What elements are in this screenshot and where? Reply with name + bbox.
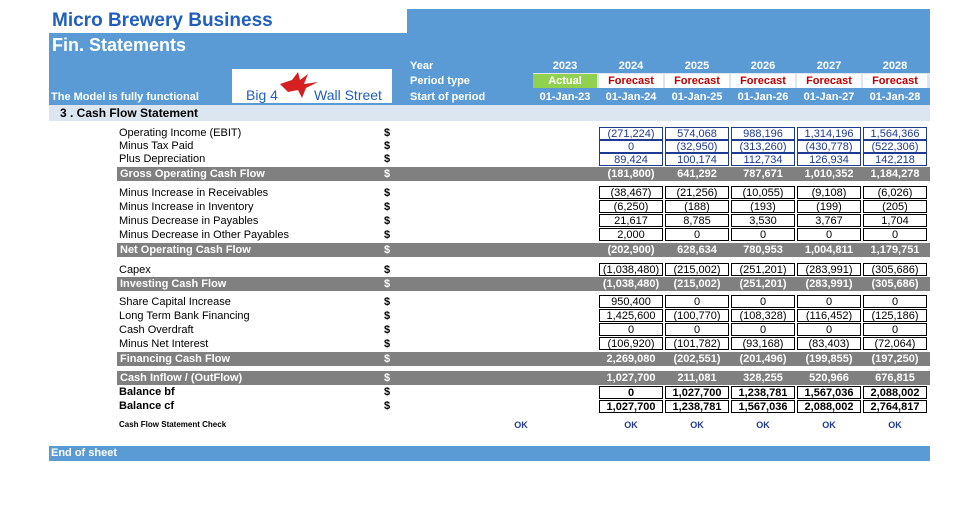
section-title: 3 . Cash Flow Statement (60, 106, 199, 120)
cell-opay-2024[interactable]: 2,000 (599, 228, 663, 241)
cell-dep-2024[interactable]: 89,424 (599, 153, 663, 166)
year-2023: 2023 (552, 60, 578, 72)
currency-symbol: $ (384, 278, 391, 290)
row-label-other-payables: Minus Decrease in Other Payables (119, 229, 289, 241)
cell-fin-2026[interactable]: (201,496) (739, 353, 787, 365)
cell-ltbf-2027[interactable]: (116,452) (797, 309, 861, 322)
model-status: The Model is fully functional (51, 91, 199, 103)
cell-netop-2027[interactable]: 1,004,811 (804, 244, 854, 256)
cell-interest-2028[interactable]: (72,064) (863, 337, 927, 350)
band-label-gross: Gross Operating Cash Flow (120, 168, 265, 180)
check-ok-2027: OK (822, 420, 836, 430)
logo-text-right: Wall Street (314, 87, 382, 103)
cell-fin-2028[interactable]: (197,250) (871, 353, 919, 365)
cell-gross-2028[interactable]: 1,184,278 (870, 168, 920, 180)
row-label-tax: Minus Tax Paid (119, 140, 194, 152)
cell-inflow-2026[interactable]: 328,255 (743, 372, 783, 384)
cell-dep-2028[interactable]: 142,218 (863, 153, 927, 166)
cell-gross-2027[interactable]: 1,010,352 (804, 168, 854, 180)
start-date: 01-Jan-27 (803, 91, 855, 103)
cell-opay-2025[interactable]: 0 (665, 228, 729, 241)
row-label-balance-bf: Balance bf (119, 386, 175, 398)
cell-cf-2025[interactable]: 1,238,781 (665, 400, 729, 413)
year-2027: 2027 (816, 60, 842, 72)
cell-capex-2027[interactable]: (283,991) (797, 263, 861, 276)
check-label: Cash Flow Statement Check (119, 420, 227, 429)
cell-tax-2024[interactable]: 0 (599, 140, 663, 153)
row-label-depreciation: Plus Depreciation (119, 153, 206, 165)
period-type-label: Period type (410, 75, 470, 87)
currency-symbol: $ (384, 229, 391, 241)
cell-invest-2026[interactable]: (251,201) (739, 278, 787, 290)
cell-inv-2026[interactable]: (193) (731, 200, 795, 213)
row-label-lt-bank: Long Term Bank Financing (119, 310, 250, 322)
cell-invest-2028[interactable]: (305,686) (871, 278, 919, 290)
start-date: 01-Jan-26 (737, 91, 789, 103)
logo-text-left: Big 4 (246, 87, 278, 103)
cell-fin-2027[interactable]: (199,855) (805, 353, 853, 365)
cell-ltbf-2024[interactable]: 1,425,600 (599, 309, 663, 322)
start-of-period-label: Start of period (410, 91, 486, 103)
cell-dep-2025[interactable]: 100,174 (665, 153, 729, 166)
cell-ebit-2026[interactable]: 988,196 (731, 127, 795, 140)
currency-symbol: $ (384, 153, 391, 165)
cell-bf-2025[interactable]: 1,027,700 (665, 386, 729, 399)
cell-share-2025[interactable]: 0 (665, 295, 729, 308)
cell-gross-2024[interactable]: (181,800) (607, 168, 655, 180)
cell-ebit-2024[interactable]: (271,224) (599, 127, 663, 140)
check-ok-2025: OK (690, 420, 704, 430)
cell-pay-2025[interactable]: 8,785 (665, 214, 729, 227)
cell-share-2028[interactable]: 0 (863, 295, 927, 308)
cell-opay-2027[interactable]: 0 (797, 228, 861, 241)
cell-cf-2028[interactable]: 2,764,817 (863, 400, 927, 413)
cell-pay-2028[interactable]: 1,704 (863, 214, 927, 227)
cell-recv-2024[interactable]: (38,467) (599, 186, 663, 199)
cell-capex-2026[interactable]: (251,201) (731, 263, 795, 276)
cell-netop-2024[interactable]: (202,900) (607, 244, 655, 256)
currency-symbol: $ (384, 140, 391, 152)
cell-recv-2025[interactable]: (21,256) (665, 186, 729, 199)
currency-symbol: $ (384, 264, 391, 276)
year-2026: 2026 (750, 60, 776, 72)
currency-symbol: $ (384, 338, 391, 350)
cell-inv-2025[interactable]: (188) (665, 200, 729, 213)
currency-symbol: $ (384, 296, 391, 308)
cell-share-2024[interactable]: 950,400 (599, 295, 663, 308)
currency-symbol: $ (384, 127, 391, 139)
cell-netop-2028[interactable]: 1,179,751 (870, 244, 920, 256)
header-top-band (407, 9, 930, 33)
cell-gross-2026[interactable]: 787,671 (743, 168, 783, 180)
row-label-balance-cf: Balance cf (119, 400, 175, 412)
cell-invest-2027[interactable]: (283,991) (805, 278, 853, 290)
currency-symbol: $ (384, 201, 391, 213)
cell-dep-2026[interactable]: 112,734 (731, 153, 795, 166)
currency-symbol: $ (384, 386, 391, 398)
cell-bf-2027[interactable]: 1,567,036 (797, 386, 861, 399)
row-label-capex: Capex (119, 264, 151, 276)
check-ok-2024: OK (624, 420, 638, 430)
row-label-inventory: Minus Increase in Inventory (119, 201, 254, 213)
end-of-sheet-label: End of sheet (51, 447, 118, 459)
cell-recv-2028[interactable]: (6,026) (863, 186, 927, 199)
cell-share-2026[interactable]: 0 (731, 295, 795, 308)
cell-tax-2026[interactable]: (313,260) (731, 140, 795, 153)
cell-tax-2028[interactable]: (522,306) (863, 140, 927, 153)
band-label-investing: Investing Cash Flow (120, 278, 227, 290)
check-ok-2028: OK (888, 420, 902, 430)
band-label-cash-inflow: Cash Inflow / (OutFlow) (120, 372, 243, 384)
cell-od-2025[interactable]: 0 (665, 323, 729, 336)
cell-cf-2026[interactable]: 1,567,036 (731, 400, 795, 413)
year-2025: 2025 (684, 60, 710, 72)
cell-ebit-2025[interactable]: 574,068 (665, 127, 729, 140)
row-label-receivables: Minus Increase in Receivables (119, 187, 269, 199)
cell-dep-2027[interactable]: 126,934 (797, 153, 861, 166)
cell-ebit-2027[interactable]: 1,314,196 (797, 127, 861, 140)
row-label-share-capital: Share Capital Increase (119, 296, 231, 308)
band-label-net-operating: Net Operating Cash Flow (120, 244, 251, 256)
period-type-forecast: Forecast (797, 74, 861, 88)
cell-invest-2024[interactable]: (1,038,480) (602, 278, 660, 290)
cell-recv-2027[interactable]: (9,108) (797, 186, 861, 199)
row-label-ebit: Operating Income (EBIT) (119, 127, 242, 139)
cell-fin-2024[interactable]: 2,269,080 (606, 353, 656, 365)
currency-symbol: $ (384, 244, 391, 256)
cell-od-2026[interactable]: 0 (731, 323, 795, 336)
currency-symbol: $ (384, 215, 391, 227)
cell-ltbf-2025[interactable]: (100,770) (665, 309, 729, 322)
period-type-forecast: Forecast (863, 74, 927, 88)
cell-pay-2024[interactable]: 21,617 (599, 214, 663, 227)
cell-opay-2026[interactable]: 0 (731, 228, 795, 241)
cell-gross-2025[interactable]: 641,292 (677, 168, 717, 180)
year-label: Year (410, 60, 434, 72)
cell-pay-2027[interactable]: 3,767 (797, 214, 861, 227)
cell-inflow-2024[interactable]: 1,027,700 (606, 372, 656, 384)
currency-symbol: $ (384, 324, 391, 336)
cell-recv-2026[interactable]: (10,055) (731, 186, 795, 199)
cell-bf-2024[interactable]: 0 (599, 386, 663, 399)
currency-symbol: $ (384, 353, 391, 365)
cell-interest-2024[interactable]: (106,920) (599, 337, 663, 350)
cell-netop-2026[interactable]: 780,953 (743, 244, 783, 256)
cell-inflow-2025[interactable]: 211,081 (677, 372, 717, 384)
cell-capex-2024[interactable]: (1,038,480) (599, 263, 663, 276)
cell-inv-2024[interactable]: (6,250) (599, 200, 663, 213)
check-ok-2023: OK (514, 420, 528, 430)
row-label-payables: Minus Decrease in Payables (119, 215, 259, 227)
cell-fin-2025[interactable]: (202,551) (673, 353, 721, 365)
cell-interest-2025[interactable]: (101,782) (665, 337, 729, 350)
row-label-net-interest: Minus Net Interest (119, 338, 209, 350)
currency-symbol: $ (384, 168, 391, 180)
period-type-actual: Actual (533, 74, 597, 88)
cell-bf-2028[interactable]: 2,088,002 (863, 386, 927, 399)
cell-ltbf-2028[interactable]: (125,186) (863, 309, 927, 322)
cell-capex-2025[interactable]: (215,002) (665, 263, 729, 276)
period-type-forecast: Forecast (731, 74, 795, 88)
start-date: 01-Jan-23 (539, 91, 591, 103)
cell-netop-2025[interactable]: 628,634 (677, 244, 717, 256)
year-2028: 2028 (882, 60, 908, 72)
currency-symbol: $ (384, 187, 391, 199)
cell-opay-2028[interactable]: 0 (863, 228, 927, 241)
cell-pay-2026[interactable]: 3,530 (731, 214, 795, 227)
currency-symbol: $ (384, 372, 391, 384)
currency-symbol: $ (384, 400, 391, 412)
year-2024: 2024 (618, 60, 644, 72)
cell-invest-2025[interactable]: (215,002) (673, 278, 721, 290)
check-ok-2026: OK (756, 420, 770, 430)
band-label-financing: Financing Cash Flow (120, 353, 231, 365)
cell-inflow-2028[interactable]: 676,815 (875, 372, 915, 384)
start-date: 01-Jan-25 (671, 91, 723, 103)
row-label-overdraft: Cash Overdraft (119, 324, 194, 336)
cell-cf-2024[interactable]: 1,027,700 (599, 400, 663, 413)
cell-ltbf-2026[interactable]: (108,328) (731, 309, 795, 322)
end-of-sheet-bar (49, 446, 930, 461)
cell-inv-2028[interactable]: (205) (863, 200, 927, 213)
cell-cf-2027[interactable]: 2,088,002 (797, 400, 861, 413)
start-date: 01-Jan-28 (869, 91, 921, 103)
cell-tax-2027[interactable]: (430,778) (797, 140, 861, 153)
period-type-forecast: Forecast (599, 74, 663, 88)
cell-inv-2027[interactable]: (199) (797, 200, 861, 213)
cell-inflow-2027[interactable]: 520,966 (809, 372, 849, 384)
currency-symbol: $ (384, 310, 391, 322)
cell-od-2024[interactable]: 0 (599, 323, 663, 336)
cell-share-2027[interactable]: 0 (797, 295, 861, 308)
cell-od-2027[interactable]: 0 (797, 323, 861, 336)
cell-capex-2028[interactable]: (305,686) (863, 263, 927, 276)
start-date: 01-Jan-24 (605, 91, 657, 103)
cell-bf-2026[interactable]: 1,238,781 (731, 386, 795, 399)
cell-tax-2025[interactable]: (32,950) (665, 140, 729, 153)
company-title: Micro Brewery Business (49, 9, 407, 33)
cell-od-2028[interactable]: 0 (863, 323, 927, 336)
period-type-forecast: Forecast (665, 74, 729, 88)
cell-ebit-2028[interactable]: 1,564,366 (863, 127, 927, 140)
sheet-title: Fin. Statements (49, 33, 930, 57)
cell-interest-2026[interactable]: (93,168) (731, 337, 795, 350)
cell-interest-2027[interactable]: (83,403) (797, 337, 861, 350)
